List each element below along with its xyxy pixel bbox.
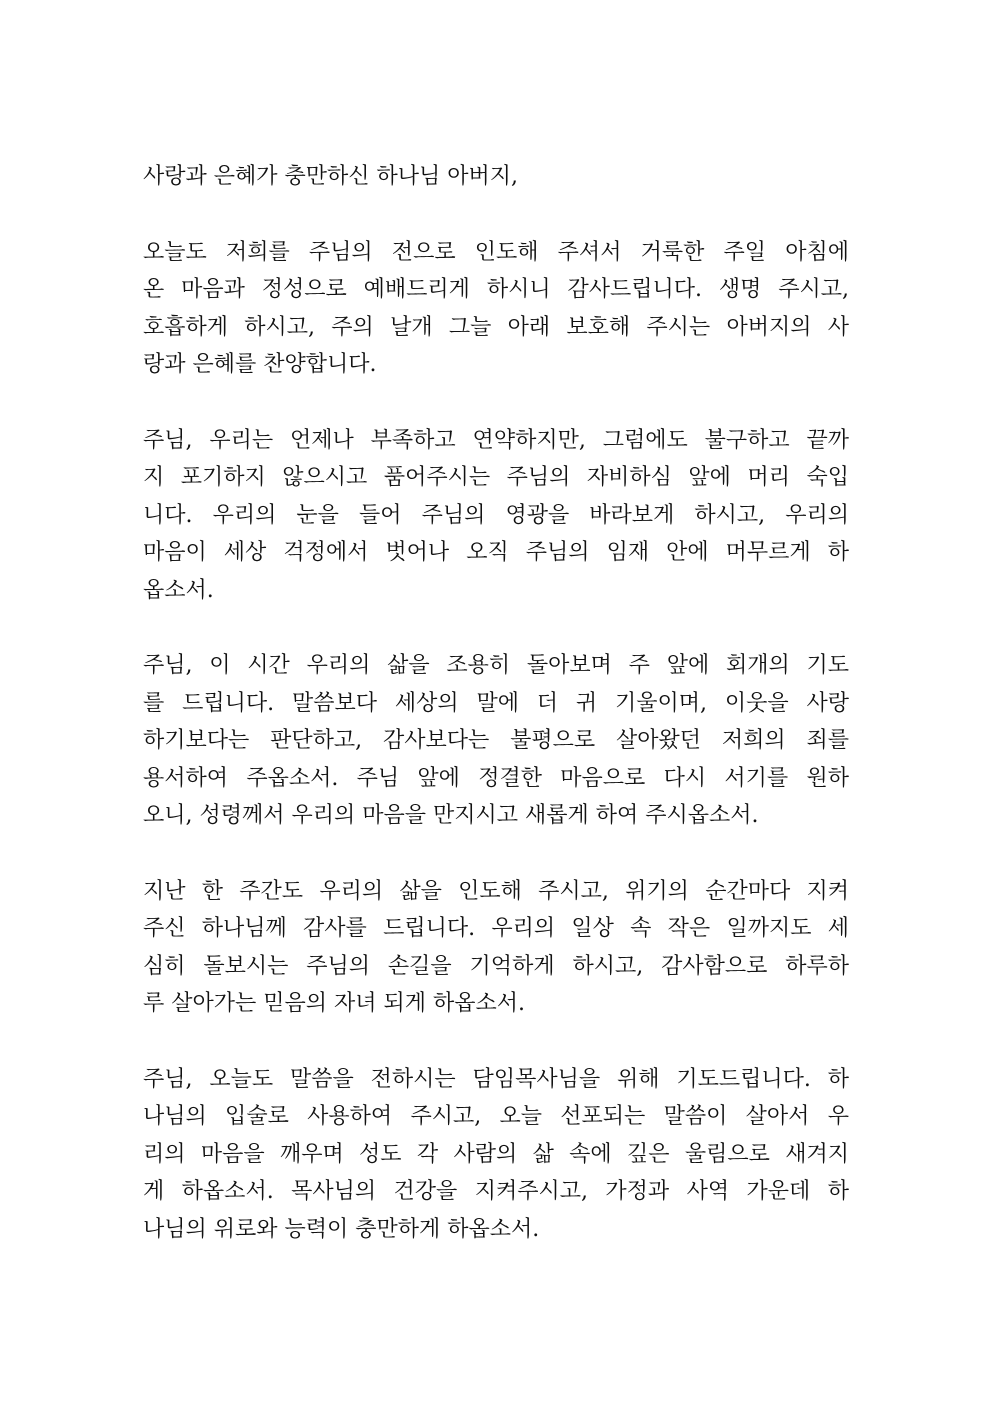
text-line: 심히 돌보시는 주님의 손길을 기억하게 하시고, 감사함으로 하루하	[143, 953, 849, 979]
paragraph-greeting	[143, 158, 849, 196]
paragraph-gratitude	[143, 873, 849, 1023]
paragraph-thanksgiving	[143, 234, 849, 384]
text-line: 루 살아가는 믿음의 자녀 되게 하옵소서.	[143, 991, 525, 1016]
text-line: 호흡하게 하시고, 주의 날개 그늘 아래 보호해 주시는 아버지의 사	[143, 314, 849, 340]
text-line: 주님, 우리는 언제나 부족하고 연약하지만, 그럼에도 불구하고 끝까	[143, 427, 849, 453]
text-line: 나님의 위로와 능력이 충만하게 하옵소서.	[143, 1216, 540, 1242]
text-line: 나님의 입술로 사용하여 주시고, 오늘 선포되는 말씀이 살아서 우	[143, 1104, 849, 1129]
text-line: 오니, 성령께서 우리의 마음을 만지시고 새롭게 하여 주시옵소서.	[143, 803, 759, 828]
text-line: 사랑과 은혜가 충만하신 하나님 아버지,	[143, 164, 518, 189]
text-line: 를 드립니다. 말씀보다 세상의 말에 더 귀 기울이며, 이웃을 사랑	[143, 690, 849, 716]
text-line: 게 하옵소서. 목사님의 건강을 지켜주시고, 가정과 사역 가운데 하	[143, 1179, 849, 1204]
text-line: 니다. 우리의 눈을 들어 주님의 영광을 바라보게 하시고, 우리의	[143, 502, 849, 528]
text-line: 주님, 오늘도 말씀을 전하시는 담임목사님을 위해 기도드립니다. 하	[143, 1066, 849, 1092]
text-line: 옵소서.	[143, 577, 214, 603]
text-line: 마음이 세상 걱정에서 벗어나 오직 주님의 임재 안에 머무르게 하	[143, 540, 849, 565]
text-line: 하기보다는 판단하고, 감사보다는 불평으로 살아왔던 저희의 죄를	[143, 728, 849, 753]
prayer-text	[143, 158, 849, 1286]
text-line: 주님, 이 시간 우리의 삶을 조용히 돌아보며 주 앞에 회개의 기도	[143, 653, 849, 678]
text-line: 오늘도 저희를 주님의 전으로 인도해 주셔서 거룩한 주일 아침에	[143, 239, 849, 265]
paragraph-pastor	[143, 1061, 849, 1249]
text-line: 주신 하나님께 감사를 드립니다. 우리의 일상 속 작은 일까지도 세	[143, 916, 849, 941]
paragraph-humility	[143, 422, 849, 610]
text-line: 지난 한 주간도 우리의 삶을 인도해 주시고, 위기의 순간마다 지켜	[143, 878, 849, 904]
text-line: 온 마음과 정성으로 예배드리게 하시니 감사드립니다. 생명 주시고,	[143, 277, 849, 302]
text-line: 용서하여 주옵소서. 주님 앞에 정결한 마음으로 다시 서기를 원하	[143, 765, 849, 791]
text-line: 랑과 은혜를 찬양합니다.	[143, 352, 377, 377]
text-line: 리의 마음을 깨우며 성도 각 사람의 삶 속에 깊은 울림으로 새겨지	[143, 1141, 849, 1167]
paragraph-repentance	[143, 647, 849, 835]
text-line: 지 포기하지 않으시고 품어주시는 주님의 자비하심 앞에 머리 숙입	[143, 465, 849, 490]
